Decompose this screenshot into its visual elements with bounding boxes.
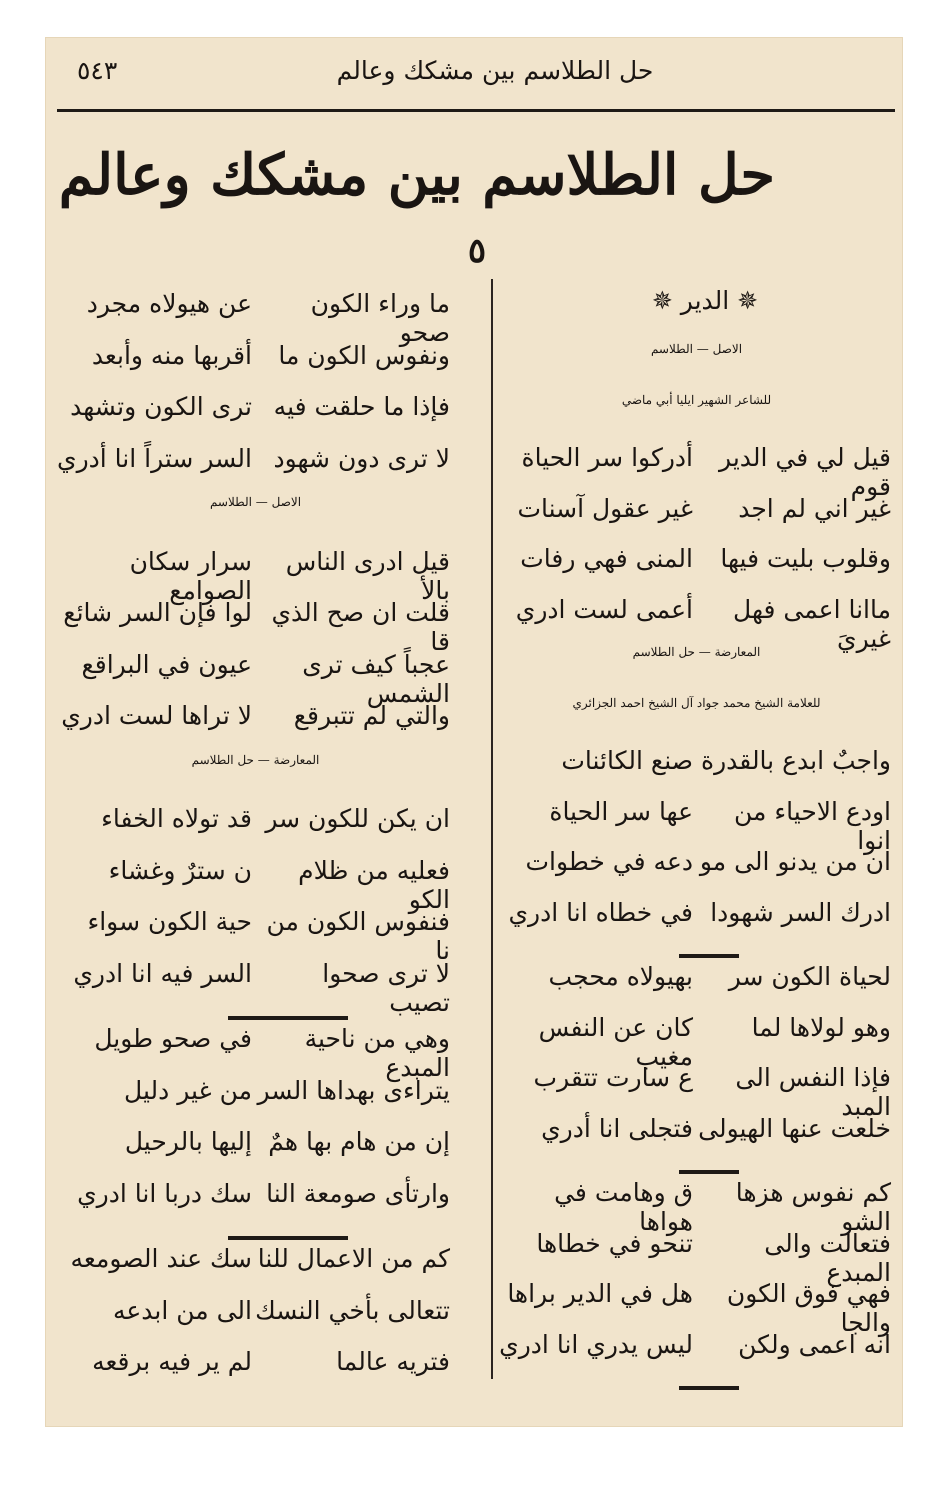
verse-second-hemistich: لا تراها لست ادري — [61, 701, 252, 730]
subheading-text: الاصل — الطلاسم — [209, 495, 302, 509]
verse-line — [53, 1024, 458, 1082]
verse-second-hemistich: حية الكون سواء — [87, 907, 252, 936]
page-number: ٥٤٣ — [77, 56, 118, 85]
verse-line — [494, 898, 899, 946]
subheading — [494, 696, 899, 744]
verse-second-hemistich: سك دربا انا ادري — [77, 1178, 252, 1208]
subheading-text: للشاعر الشهير ايليا أبي ماضي — [621, 392, 772, 407]
verse-first-hemistich: واجبٌ ابدع بالقدرة — [701, 746, 891, 775]
verse-second-hemistich: السر ستراً انا أدري — [57, 443, 252, 473]
verse-second-hemistich: هل في الدير براها — [507, 1279, 693, 1308]
column-heading — [625, 286, 785, 315]
verse-first-hemistich: وارتأى صومعة النا — [266, 1178, 450, 1208]
page-scan — [45, 37, 903, 1427]
subheading — [53, 495, 458, 543]
verse-line — [53, 958, 458, 1017]
verse-first-hemistich: ادرك السر شهودا — [710, 897, 891, 927]
verse-second-hemistich: في خطاه انا ادري — [508, 897, 693, 927]
verse-line — [53, 392, 458, 440]
verse-line — [53, 1179, 458, 1227]
verse-first-hemistich: ان من يدنو الى مو — [699, 847, 891, 876]
verse-line — [494, 796, 899, 855]
verse-second-hemistich: سرار سكان الصوامع — [129, 546, 252, 605]
verse-first-hemistich: ما وراء الكون صحو — [310, 289, 450, 347]
verse-first-hemistich: وهو لولاها لما — [751, 1012, 891, 1042]
verse-line — [494, 1063, 899, 1121]
verse-line — [53, 1127, 458, 1175]
verse-first-hemistich: وهي من ناحية المبدع — [304, 1024, 450, 1082]
verse-first-hemistich: ماانا اعمى فهل غيريَ — [733, 594, 891, 653]
verse-second-hemistich: المنى فهي رفات — [520, 544, 693, 573]
verse-second-hemistich: غير عقول آسنات — [517, 493, 693, 523]
subheading — [494, 342, 899, 390]
verse-second-hemistich: صنع الكائنات — [561, 746, 693, 775]
verse-second-hemistich: دعه في خطوات — [525, 847, 693, 876]
verse-second-hemistich: ق وهامت في هواها — [554, 1178, 693, 1236]
verse-first-hemistich: ونفوس الكون ما — [278, 340, 450, 370]
verse-second-hemistich: عن هيولاه مجرد — [86, 289, 252, 318]
verse-second-hemistich: بهيولاه محجب — [548, 962, 693, 991]
verse-line — [494, 443, 899, 501]
verse-second-hemistich: الى من ابدعه — [112, 1295, 252, 1325]
subheading-text: للعلامة الشيخ محمد جواد آل الشيخ احمد الجزائري — [572, 695, 821, 710]
verse-second-hemistich: من غير دليل — [124, 1075, 252, 1105]
verse-first-hemistich: إن من هام بها همٌ — [268, 1127, 450, 1156]
verse-second-hemistich: أقربها منه وأبعد — [91, 340, 252, 370]
verse-first-hemistich: كم نفوس هزها الشو — [735, 1178, 891, 1236]
verse-line — [53, 1347, 458, 1395]
verse-second-hemistich: عها سر الحياة — [549, 796, 693, 826]
section-separator — [679, 1386, 739, 1390]
verse-second-hemistich: لوا فإن السر شائع — [63, 598, 252, 627]
verse-line — [494, 847, 899, 895]
article-title: حل الطلاسم بين مشكك وعالم — [58, 142, 775, 208]
subheading — [494, 393, 899, 441]
verse-line — [53, 649, 458, 708]
verse-second-hemistich: إليها بالرحيل — [124, 1127, 252, 1156]
verse-line — [494, 1279, 899, 1337]
verse-first-hemistich: فإذا النفس الى المبد — [735, 1063, 891, 1121]
verse-second-hemistich: فتجلى انا أدري — [541, 1113, 693, 1143]
verse-second-hemistich: ليس يدري انا ادري — [499, 1329, 693, 1359]
subheading-text: المعارضة — حل الطلاسم — [191, 752, 320, 767]
verse-line — [53, 804, 458, 852]
verse-first-hemistich: انه اعمى ولكن — [738, 1329, 891, 1359]
verse-first-hemistich: قيل ادرى الناس بالأ — [285, 546, 450, 605]
section-separator — [679, 954, 739, 958]
verse-line — [494, 494, 899, 542]
verse-second-hemistich: قد تولاه الخفاء — [101, 804, 252, 833]
verse-first-hemistich: فنفوس الكون من نا — [266, 907, 450, 965]
running-header-title: حل الطلاسم بين مشكك وعالم — [336, 56, 654, 85]
verse-first-hemistich: تتعالى بأخي النسك — [255, 1295, 450, 1325]
verse-first-hemistich: لا ترى دون شهود — [273, 443, 450, 473]
verse-first-hemistich: غير اني لم اجد — [738, 493, 891, 523]
column-divider — [491, 279, 493, 1379]
verse-second-hemistich: أدركوا سر الحياة — [521, 443, 693, 472]
column-heading-text: الدير — [680, 286, 730, 315]
verse-second-hemistich: السر فيه انا ادري — [73, 958, 252, 988]
verse-second-hemistich: في صحو طويل — [94, 1024, 252, 1053]
section-separator — [228, 1236, 348, 1240]
verse-first-hemistich: اودع الاحياء من انوا — [734, 796, 891, 855]
verse-line — [494, 746, 899, 794]
verse-second-hemistich: ن سترٌ وغشاء — [108, 855, 252, 885]
verse-first-hemistich: عجباً كيف ترى الشمس — [302, 649, 450, 708]
verse-second-hemistich: لم ير فيه برقعه — [92, 1347, 252, 1376]
verse-line — [494, 1228, 899, 1287]
verse-second-hemistich: سك عند الصومعه — [70, 1244, 252, 1273]
verse-second-hemistich: ترى الكون وتشهد — [70, 392, 252, 421]
verse-first-hemistich: والتي لم تتبرقع — [293, 701, 450, 730]
verse-line — [53, 907, 458, 965]
verse-first-hemistich: فهي فوق الكون والجا — [726, 1279, 891, 1337]
subheading-text: المعارضة — حل الطلاسم — [632, 645, 761, 659]
ornament-star-icon: ✵ — [737, 286, 759, 315]
verse-second-hemistich: ع سارت تتقرب — [533, 1063, 693, 1092]
verse-first-hemistich: ان يكن للكون سر — [265, 804, 450, 833]
header-rule — [57, 109, 895, 112]
verse-first-hemistich: قلت ان صح الذي قا — [271, 598, 450, 656]
verse-line — [53, 1076, 458, 1124]
verse-line — [53, 341, 458, 389]
verse-line — [494, 544, 899, 592]
verse-first-hemistich: قيل لي في الدير قوم — [719, 443, 891, 501]
verse-first-hemistich: وقلوب بليت فيها — [720, 544, 891, 573]
subheading — [494, 645, 899, 693]
verse-line — [53, 1244, 458, 1292]
ornament-star-icon: ✵ — [651, 286, 673, 315]
verse-first-hemistich: خلعت عنها الهيولى — [698, 1113, 891, 1143]
section-separator — [228, 1016, 348, 1020]
verse-line — [53, 289, 458, 347]
verse-line — [53, 546, 458, 605]
verse-line — [53, 598, 458, 656]
verse-line — [53, 855, 458, 914]
verse-line — [53, 701, 458, 749]
verse-second-hemistich: كان عن النفس مغيب — [538, 1012, 693, 1071]
section-separator — [679, 1170, 739, 1174]
subheading-text: الاصل — الطلاسم — [650, 342, 743, 356]
verse-line — [494, 1178, 899, 1236]
verse-second-hemistich: تنحو في خطاها — [536, 1228, 693, 1258]
verse-line — [494, 962, 899, 1010]
verse-first-hemistich: فعليه من ظلام الكو — [298, 855, 450, 914]
verse-line — [494, 1012, 899, 1071]
verse-second-hemistich: عيون في البراقع — [81, 649, 252, 679]
verse-first-hemistich: فتعالت والى المبدع — [764, 1228, 891, 1287]
verse-line — [53, 444, 458, 492]
verse-first-hemistich: كم من الاعمال للنا — [257, 1244, 450, 1273]
verse-line — [53, 1296, 458, 1344]
verse-first-hemistich: فتريه عالما — [336, 1347, 450, 1376]
verse-first-hemistich: فإذا ما حلقت فيه — [273, 392, 450, 421]
verse-first-hemistich: لحياة الكون سر — [728, 962, 891, 991]
verse-second-hemistich: أعمى لست ادري — [515, 594, 693, 624]
subheading — [53, 753, 458, 801]
section-number: ٥ — [467, 231, 487, 271]
verse-first-hemistich: لا ترى صحوا تصيب — [322, 958, 450, 1017]
verse-first-hemistich: يتراءى بهداها السر — [257, 1075, 450, 1105]
verse-line — [494, 1114, 899, 1162]
verse-line — [494, 1330, 899, 1378]
